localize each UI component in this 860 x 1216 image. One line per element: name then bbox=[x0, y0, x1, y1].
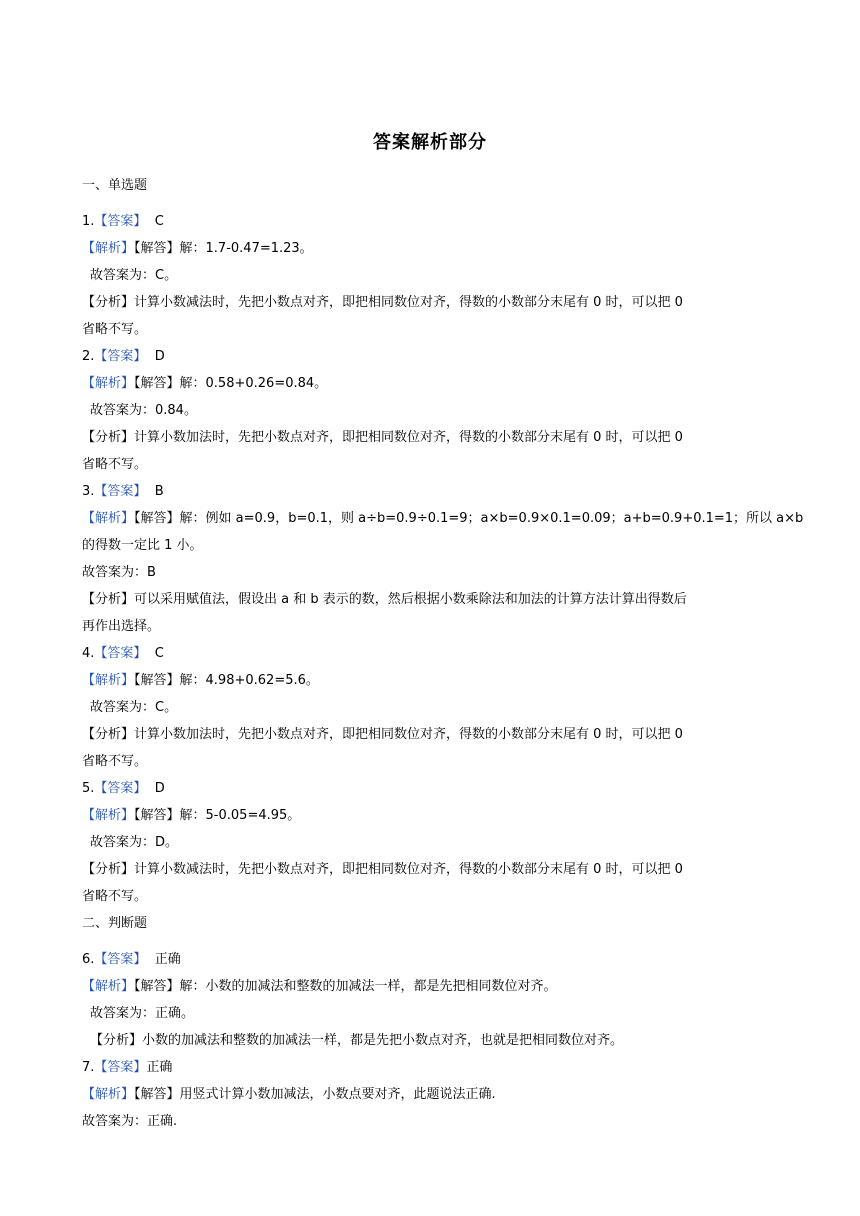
jieda-tag: 【解答】 bbox=[134, 673, 180, 688]
question-7-solution bbox=[82, 1085, 496, 1105]
question-1-answer-line bbox=[82, 212, 164, 232]
question-3-conclusion: 故答案为：B bbox=[82, 565, 156, 580]
answer-value: D bbox=[154, 349, 165, 364]
question-1-analysis bbox=[82, 293, 683, 313]
jiexi-tag: 【解析】 bbox=[82, 376, 135, 391]
question-4-answer-line bbox=[82, 644, 164, 664]
fenxi-tag: 【分析】 bbox=[82, 592, 135, 607]
fenxi-tag: 【分析】 bbox=[82, 862, 135, 877]
question-2-analysis bbox=[82, 428, 683, 448]
solution-text: 解：5-0.05=4.95。 bbox=[179, 808, 301, 823]
jieda-tag: 【解答】 bbox=[134, 376, 180, 391]
question-7-conclusion: 故答案为：正确. bbox=[82, 1114, 178, 1129]
question-2-analysis-cont: 省略不写。 bbox=[82, 457, 148, 472]
analysis-text: 计算小数加法时，先把小数点对齐，即把相同数位对齐，得数的小数部分末尾有 0 时，可以把 0 bbox=[134, 727, 683, 742]
question-1-analysis-cont: 省略不写。 bbox=[82, 322, 148, 337]
solution-text: 解：4.98+0.62=5.6。 bbox=[179, 673, 319, 688]
answer-value: B bbox=[154, 484, 164, 499]
solution-text: 用竖式计算小数加减法，小数点要对齐，此题说法正确. bbox=[179, 1087, 496, 1102]
fenxi-tag: 【分析】 bbox=[90, 1033, 143, 1048]
jiexi-tag: 【解析】 bbox=[82, 979, 135, 994]
question-3-solution bbox=[82, 509, 803, 529]
analysis-text: 计算小数加法时，先把小数点对齐，即把相同数位对齐，得数的小数部分末尾有 0 时，可以把 0 bbox=[134, 430, 683, 445]
question-5-answer-line bbox=[82, 779, 165, 799]
jiexi-tag: 【解析】 bbox=[82, 673, 135, 688]
question-5-solution bbox=[82, 806, 300, 826]
answer-tag: 【答案】 bbox=[94, 1060, 147, 1075]
solution-text: 解：例如 a=0.9，b=0.1，则 a÷b=0.9÷0.1=9；a×b=0.9×0.1=0.09；a+b=0.9+0.1=1；所以 a×b bbox=[179, 511, 804, 526]
fenxi-tag: 【分析】 bbox=[82, 430, 135, 445]
page-title: 答案解析部分 bbox=[373, 132, 487, 153]
analysis-text: 计算小数减法时，先把小数点对齐，即把相同数位对齐，得数的小数部分末尾有 0 时，可以把 0 bbox=[134, 862, 683, 877]
question-2-answer-line bbox=[82, 347, 165, 367]
answer-value: 正确 bbox=[146, 1060, 173, 1075]
question-3-analysis-cont: 再作出选择。 bbox=[82, 619, 161, 634]
question-4-solution bbox=[82, 671, 319, 691]
question-4-analysis bbox=[82, 725, 683, 745]
question-5-analysis bbox=[82, 860, 683, 880]
fenxi-tag: 【分析】 bbox=[82, 727, 135, 742]
question-3-solution-cont: 的得数一定比 1 小。 bbox=[82, 538, 203, 553]
jiexi-tag: 【解析】 bbox=[82, 1087, 135, 1102]
question-3-answer-line bbox=[82, 482, 164, 502]
answer-tag: 【答案】 bbox=[94, 484, 147, 499]
jiexi-tag: 【解析】 bbox=[82, 511, 135, 526]
jieda-tag: 【解答】 bbox=[134, 241, 180, 256]
answer-value: C bbox=[154, 214, 164, 229]
question-4-conclusion: 故答案为：C。 bbox=[90, 700, 178, 715]
analysis-text: 小数的加减法和整数的加减法一样，都是先把小数点对齐，也就是把相同数位对齐。 bbox=[142, 1033, 624, 1048]
answer-tag: 【答案】 bbox=[94, 349, 147, 364]
question-2-conclusion: 故答案为：0.84。 bbox=[90, 403, 197, 418]
jiexi-tag: 【解析】 bbox=[82, 808, 135, 823]
answer-value: C bbox=[154, 646, 164, 661]
question-2-solution bbox=[82, 374, 327, 394]
question-6-solution bbox=[82, 977, 557, 997]
answer-value: D bbox=[154, 781, 165, 796]
jiexi-tag: 【解析】 bbox=[82, 241, 135, 256]
question-5-analysis-cont: 省略不写。 bbox=[82, 889, 148, 904]
solution-text: 解：小数的加减法和整数的加减法一样，都是先把相同数位对齐。 bbox=[179, 979, 557, 994]
analysis-text: 计算小数减法时，先把小数点对齐，即把相同数位对齐，得数的小数部分末尾有 0 时，可以把 0 bbox=[134, 295, 683, 310]
jieda-tag: 【解答】 bbox=[134, 1087, 180, 1102]
answer-tag: 【答案】 bbox=[94, 214, 147, 229]
question-1-conclusion: 故答案为：C。 bbox=[90, 268, 178, 283]
question-5-conclusion: 故答案为：D。 bbox=[90, 835, 179, 850]
answer-value: 正确 bbox=[154, 952, 181, 967]
answer-tag: 【答案】 bbox=[94, 781, 147, 796]
question-number: 1. bbox=[82, 214, 95, 229]
jieda-tag: 【解答】 bbox=[134, 511, 180, 526]
section-heading-single-choice: 一、单选题 bbox=[82, 178, 148, 193]
question-number: 3. bbox=[82, 484, 95, 499]
question-number: 7. bbox=[82, 1060, 95, 1075]
question-number: 4. bbox=[82, 646, 95, 661]
jieda-tag: 【解答】 bbox=[134, 808, 180, 823]
question-1-solution bbox=[82, 239, 313, 259]
solution-text: 解：1.7-0.47=1.23。 bbox=[179, 241, 313, 256]
question-number: 5. bbox=[82, 781, 95, 796]
question-6-answer-line bbox=[82, 950, 181, 970]
answer-tag: 【答案】 bbox=[94, 646, 147, 661]
question-number: 6. bbox=[82, 952, 95, 967]
question-3-analysis bbox=[82, 590, 687, 610]
question-6-conclusion: 故答案为：正确。 bbox=[90, 1006, 195, 1021]
question-7-answer-line bbox=[82, 1058, 172, 1078]
question-4-analysis-cont: 省略不写。 bbox=[82, 754, 148, 769]
answer-tag: 【答案】 bbox=[94, 952, 147, 967]
question-number: 2. bbox=[82, 349, 95, 364]
question-6-analysis bbox=[90, 1031, 623, 1051]
fenxi-tag: 【分析】 bbox=[82, 295, 135, 310]
jieda-tag: 【解答】 bbox=[134, 979, 180, 994]
section-heading-true-false: 二、判断题 bbox=[82, 916, 148, 931]
analysis-text: 可以采用赋值法，假设出 a 和 b 表示的数，然后根据小数乘除法和加法的计算方法计算出得数后 bbox=[134, 592, 687, 607]
solution-text: 解：0.58+0.26=0.84。 bbox=[179, 376, 328, 391]
